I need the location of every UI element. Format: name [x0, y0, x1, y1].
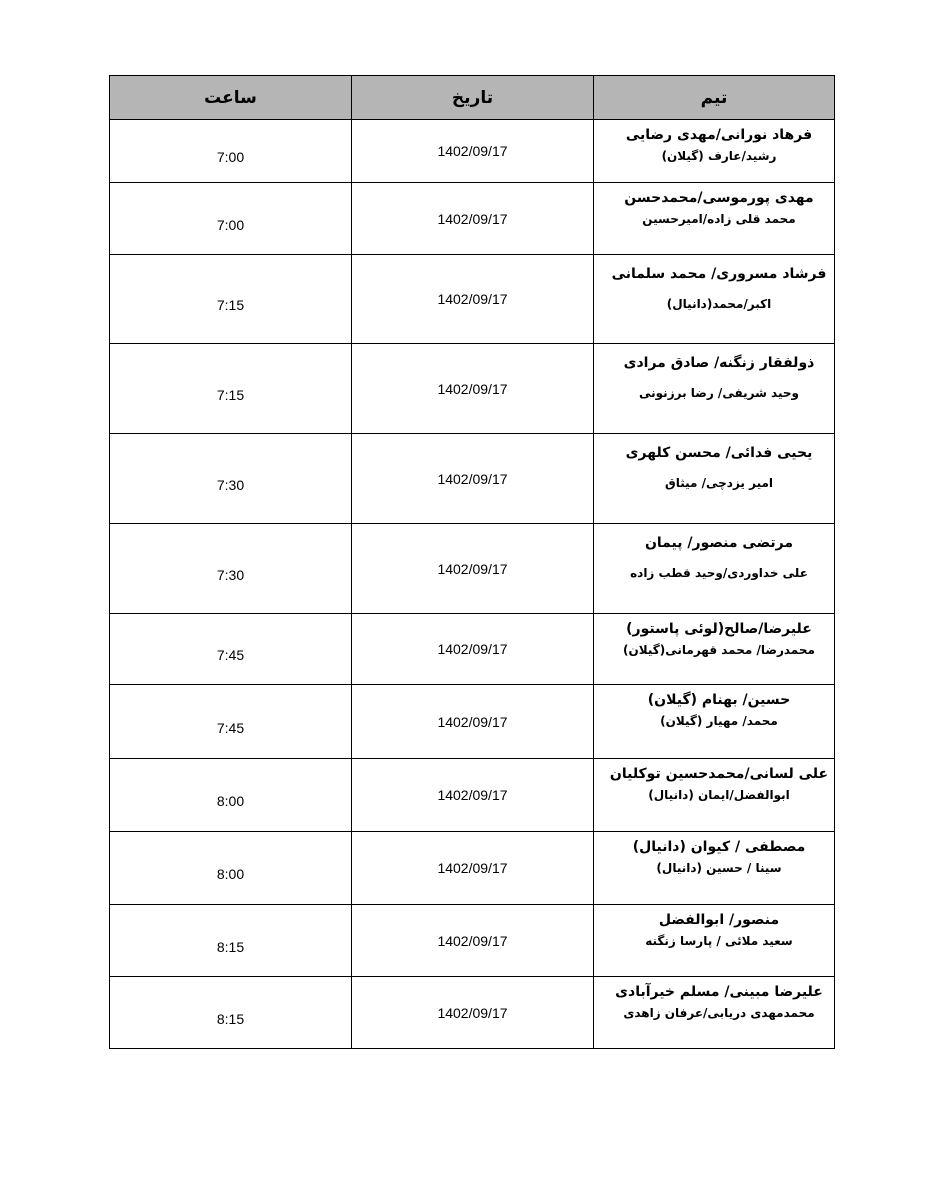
team-line-2: سعید ملائی / پارسا زنگنه — [645, 933, 793, 948]
team-names — [600, 759, 834, 803]
table-row — [110, 434, 835, 524]
team-cell — [594, 255, 835, 344]
team-cell — [594, 905, 835, 977]
time-cell — [110, 977, 352, 1049]
team-names — [600, 120, 834, 164]
table-row — [110, 183, 835, 255]
team-line-2: محمد قلی زاده/امیرحسین — [642, 211, 796, 226]
team-line-1: فرهاد نورانی/مهدی رضایی — [625, 127, 813, 143]
team-cell — [594, 977, 835, 1049]
team-line-2: سینا / حسین (دانیال) — [656, 860, 782, 875]
time-value: 8:15 — [216, 1010, 245, 1027]
team-line-1: فرشاد مسروری/ محمد سلمانی — [611, 266, 827, 282]
team-names — [600, 905, 834, 949]
team-names — [600, 977, 834, 1021]
time-cell — [110, 832, 352, 905]
team-line-2: اکبر/محمد(دانیال) — [666, 296, 772, 311]
date-value: 1402/09/17 — [437, 641, 508, 657]
date-value: 1402/09/17 — [437, 713, 508, 730]
table-header — [110, 76, 835, 120]
time-value: 7:45 — [216, 647, 245, 663]
team-line-2: محمد/ مهیار (گیلان) — [660, 713, 778, 728]
time-value: 7:30 — [216, 476, 245, 493]
date-cell — [352, 759, 594, 832]
time-value: 7:30 — [216, 566, 245, 583]
time-cell — [110, 905, 352, 977]
time-value: 7:00 — [216, 149, 245, 165]
table-row — [110, 344, 835, 434]
team-line-1: علیرضا مبینی/ مسلم خیرآبادی — [615, 984, 823, 1000]
team-cell — [594, 120, 835, 183]
time-cell — [110, 524, 352, 614]
team-line-1: یحیی فدائی/ محسن کلهری — [625, 445, 813, 461]
team-line-1: علی لسانی/محمدحسین توکلیان — [609, 766, 829, 782]
time-cell — [110, 614, 352, 685]
schedule-table — [109, 75, 835, 1049]
time-value: 7:00 — [216, 216, 245, 233]
team-names — [600, 255, 834, 312]
time-cell — [110, 255, 352, 344]
team-line-1: ذولفقار زنگنه/ صادق مرادی — [623, 355, 815, 371]
time-cell — [110, 759, 352, 832]
date-value: 1402/09/17 — [437, 210, 508, 227]
team-names — [600, 434, 834, 491]
team-cell — [594, 434, 835, 524]
date-cell — [352, 434, 594, 524]
table-row — [110, 255, 835, 344]
date-value: 1402/09/17 — [437, 560, 508, 577]
team-line-1: مرتضی منصور/ پیمان — [644, 535, 794, 551]
time-cell — [110, 120, 352, 183]
date-cell — [352, 977, 594, 1049]
time-value: 7:15 — [216, 297, 245, 313]
header-time: ساعت — [110, 76, 352, 120]
team-names — [600, 832, 834, 876]
team-line-2: علی خداوردی/وحید قطب زاده — [630, 565, 808, 580]
header-row — [110, 76, 835, 120]
team-line-2: رشید/عارف (گیلان) — [661, 148, 777, 163]
team-line-2: محمدرضا/ محمد قهرمانی(گیلان) — [623, 642, 815, 657]
date-cell — [352, 183, 594, 255]
team-line-2: محمدمهدی دریابی/عرفان زاهدی — [623, 1005, 815, 1020]
date-value: 1402/09/17 — [437, 143, 508, 159]
time-cell — [110, 685, 352, 759]
date-cell — [352, 905, 594, 977]
team-cell — [594, 759, 835, 832]
header-team: تیم — [594, 76, 835, 120]
team-cell — [594, 832, 835, 905]
team-line-1: علیرضا/صالح(لوئی پاستور) — [626, 621, 812, 637]
table-row — [110, 832, 835, 905]
time-value: 7:45 — [216, 719, 245, 736]
date-cell — [352, 832, 594, 905]
team-cell — [594, 614, 835, 685]
date-value: 1402/09/17 — [437, 932, 508, 949]
team-line-1: مصطفی / کیوان (دانیال) — [632, 839, 806, 855]
date-cell — [352, 524, 594, 614]
team-line-1: مهدی پورموسی/محمدحسن — [624, 190, 814, 206]
date-value: 1402/09/17 — [437, 1004, 508, 1021]
table-row — [110, 685, 835, 759]
date-value: 1402/09/17 — [437, 787, 508, 803]
table-row — [110, 905, 835, 977]
date-value: 1402/09/17 — [437, 291, 508, 307]
team-names — [600, 524, 834, 581]
team-line-1: حسین/ بهنام (گیلان) — [647, 692, 791, 708]
team-cell — [594, 344, 835, 434]
team-line-2: ابوالفضل/ایمان (دانیال) — [648, 787, 790, 802]
date-value: 1402/09/17 — [437, 860, 508, 876]
table-row — [110, 120, 835, 183]
time-cell — [110, 183, 352, 255]
team-cell — [594, 685, 835, 759]
team-line-1: منصور/ ابوالفضل — [658, 912, 780, 928]
time-cell — [110, 434, 352, 524]
date-cell — [352, 255, 594, 344]
team-names — [600, 344, 834, 401]
table-row — [110, 977, 835, 1049]
header-date: تاریخ — [352, 76, 594, 120]
table-body — [110, 120, 835, 1049]
date-cell — [352, 344, 594, 434]
time-cell — [110, 344, 352, 434]
date-cell — [352, 614, 594, 685]
date-value: 1402/09/17 — [437, 470, 508, 487]
team-line-2: امیر یزدچی/ میثاق — [664, 475, 774, 490]
team-names — [600, 614, 834, 658]
team-names — [600, 183, 834, 227]
team-cell — [594, 183, 835, 255]
time-value: 8:00 — [216, 866, 245, 882]
date-cell — [352, 685, 594, 759]
table-row — [110, 524, 835, 614]
date-value: 1402/09/17 — [437, 380, 508, 397]
time-value: 8:00 — [216, 793, 245, 809]
team-line-2: وحید شریفی/ رضا برزنونی — [639, 385, 799, 400]
time-value: 8:15 — [216, 938, 245, 955]
table-row — [110, 759, 835, 832]
date-cell — [352, 120, 594, 183]
time-value: 7:15 — [216, 386, 245, 403]
table-row — [110, 614, 835, 685]
team-cell — [594, 524, 835, 614]
team-names — [600, 685, 834, 729]
